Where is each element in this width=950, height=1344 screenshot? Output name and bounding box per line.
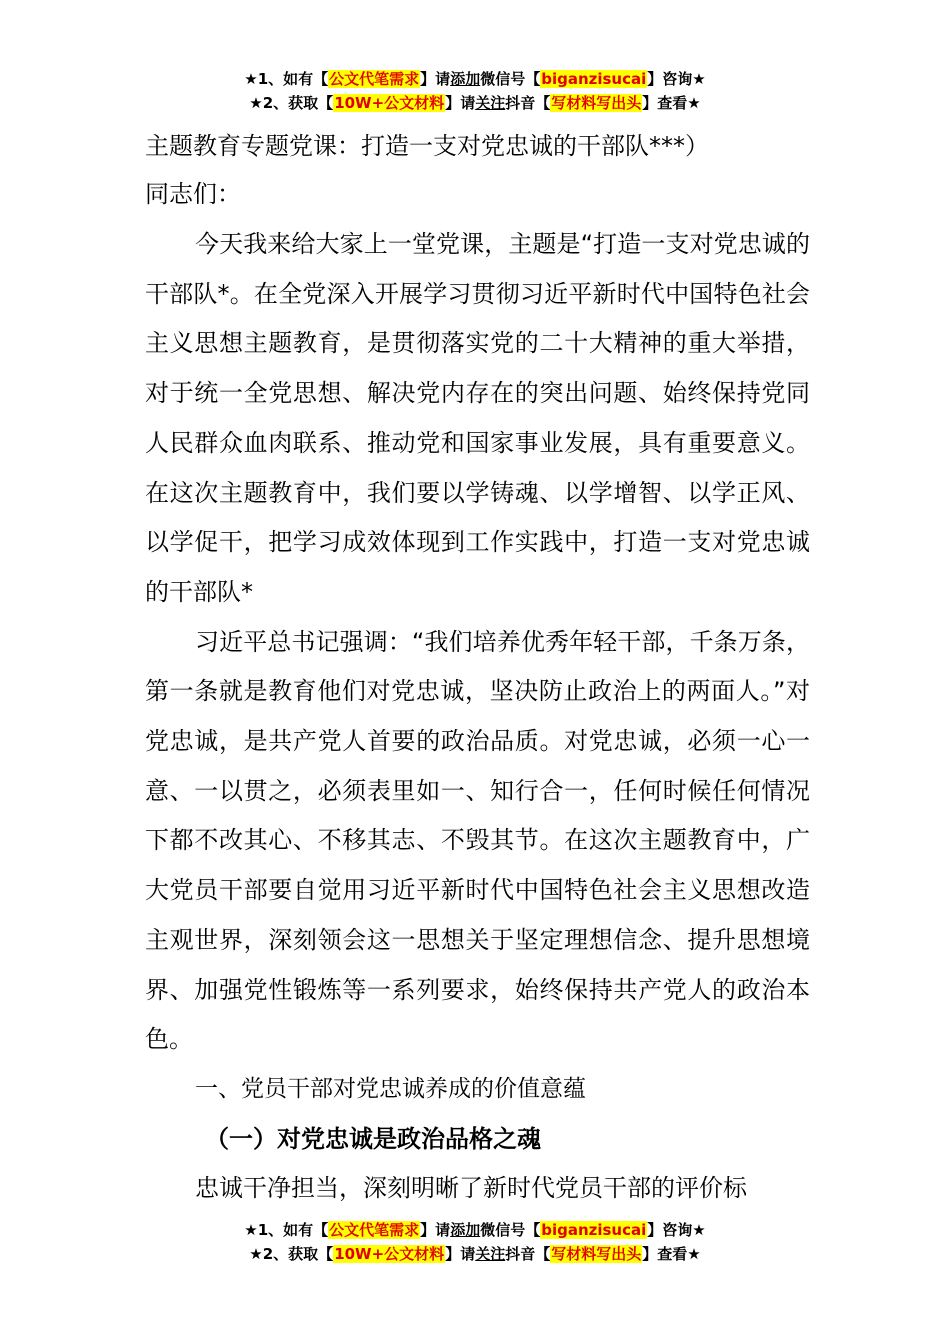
paragraph-3: 忠诚干净担当，深刻明晰了新时代党员干部的评价标 <box>195 1174 747 1203</box>
banner-highlight: 10W+公文材料 <box>334 94 445 112</box>
banner-highlight: 公文代笔需求 <box>329 70 420 88</box>
banner-highlight: biganzisucai <box>541 1221 647 1239</box>
greeting: 同志们： <box>145 180 241 208</box>
header-banner <box>0 68 950 116</box>
banner-line-2: ★2、获取【10W+公文材料】请关注抖音【写材料写出头】查看★ <box>249 94 701 112</box>
banner-highlight: 写材料写出头 <box>551 1245 642 1263</box>
paragraph-2: 习近平总书记强调：“我们培养优秀年轻干部，千条万条，第一条就是教育他们对党忠诚，坚决防止政治上的两面人。”对党忠诚，是共产党人首要的政治品质。对党忠诚，必须一心一意、一以贯之，必须表里如一、知行合一，任何时候任何情况下都不改其心、不移其志、不毁其节。在这次主题教育中，广大党员干部要自觉用习近平新时代中国特色社会主义思想改造主观世界，深刻领会这一思想关于坚定理想信念、提升思想境界、加强党性锻炼等一系列要求，始终保持共产党人的政治本色。 <box>145 627 810 1054</box>
document-title: 主题教育专题党课：打造一支对党忠诚的干部队***） <box>145 132 709 160</box>
document-body <box>145 124 810 1214</box>
banner-highlight: biganzisucai <box>541 70 647 88</box>
footer-banner <box>0 1219 950 1267</box>
banner-highlight: 写材料写出头 <box>551 94 642 112</box>
banner-highlight: 公文代笔需求 <box>329 1221 420 1239</box>
section-heading-1: 一、党员干部对党忠诚养成的价值意蕴 <box>195 1075 586 1102</box>
banner-line-2: ★2、获取【10W+公文材料】请关注抖音【写材料写出头】查看★ <box>249 1245 701 1263</box>
banner-line-1: ★1、如有【公文代笔需求】请添加微信号【biganzisucai】咨询★ <box>244 70 706 88</box>
banner-line-1: ★1、如有【公文代笔需求】请添加微信号【biganzisucai】咨询★ <box>244 1221 706 1239</box>
subsection-heading-1: （一）对党忠诚是政治品格之魂 <box>205 1124 541 1153</box>
banner-highlight: 10W+公文材料 <box>334 1245 445 1263</box>
paragraph-1: 今天我来给大家上一堂党课，主题是“打造一支对党忠诚的干部队*。在全党深入开展学习贯彻习近平新时代中国特色社会主义思想主题教育，是贯彻落实党的二十大精神的重大举措，对于统一全党思想、解决党内存在的突出问题、始终保持党同人民群众血肉联系、推动党和国家事业发展，具有重要意义。在这次主题教育中，我们要以学铸魂、以学增智、以学正风、以学促干，把学习成效体现到工作实践中，打造一支对党忠诚的干部队* <box>145 230 810 606</box>
